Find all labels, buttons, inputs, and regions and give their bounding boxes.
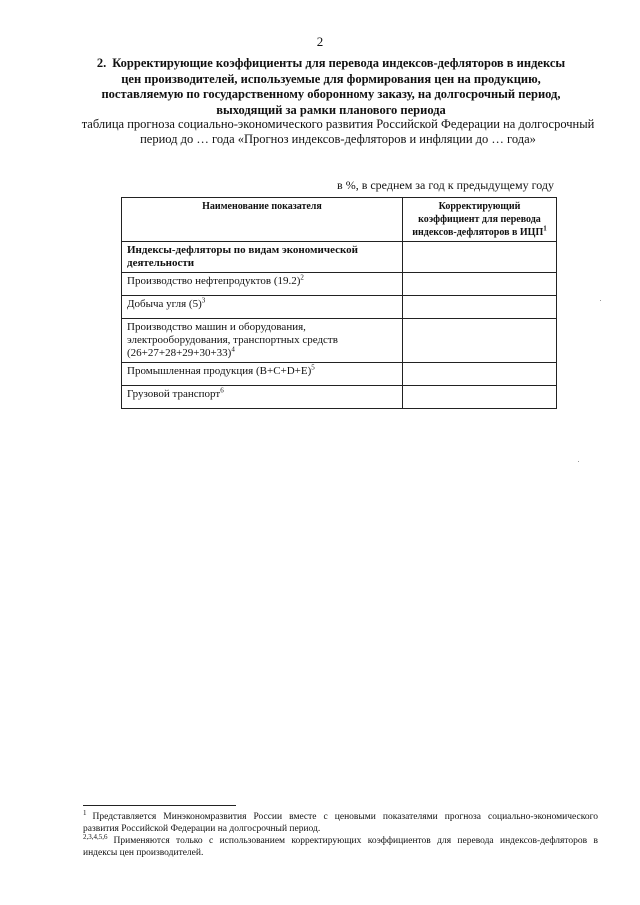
footnote-mark: 1 (83, 808, 87, 817)
row-label: Производство машин и оборудования, электрооборудования, транспортных средств $(26+27+28+29+30+33)^4$ (122, 319, 403, 363)
table-group-row (122, 242, 557, 273)
footnote-divider (83, 805, 236, 806)
footnote-text: Представляется Минэкономразвития России вместе с ценовыми показателями прогноза социально-экономического развития Российской Федерации на долгосрочный период. (83, 812, 598, 834)
row-value-cell (403, 273, 557, 296)
table-row (122, 319, 557, 363)
header-coefficient: Корректирующий коэффициент для перевода индексов-дефляторов в ИЦП$^1$ (403, 198, 557, 242)
table-row (122, 273, 557, 296)
row-label: Промышленная продукция $(B+C+D+E)^5$ (122, 363, 403, 386)
table-row (122, 296, 557, 319)
row-label: Производство нефтепродуктов $(19.2)^2$ (122, 273, 403, 296)
table-row (122, 363, 557, 386)
row-label: Добыча угля $(5)^3$ (122, 296, 403, 319)
group-value-cell (403, 242, 557, 273)
row-value-cell (403, 296, 557, 319)
scan-speck (600, 300, 601, 301)
page-number: 2 (316, 34, 324, 49)
footnote-2 (83, 832, 598, 859)
group-label: Индексы-дефляторы по видам экономической деятельности (122, 242, 403, 273)
row-value-cell (403, 363, 557, 386)
scan-speck (578, 461, 579, 462)
section-number: 2. (96, 56, 107, 70)
footnote-mark: 2,3,4,5,6 (83, 832, 108, 841)
section-subtitle: таблица прогноза социально-экономического развития Российской Федерации на долгосрочный период до … года «Прогноз индексов-дефляторов и инфляции до … года» (81, 117, 595, 146)
table-row (122, 386, 557, 409)
header-name: Наименование показателя (122, 198, 403, 242)
units-caption: в %, в среднем за год к предыдущему году (337, 178, 554, 192)
row-value-cell (403, 319, 557, 363)
indicators-table (121, 197, 557, 409)
footnote-1 (83, 808, 598, 835)
section-title: Корректирующие коэффициенты для перевода индексов-дефляторов в индексы цен производителей, используемые для формирования цен на продукцию, поставляемую по государственному оборонному заказу, на долгосрочный период, выходящий за рамки планового периода (101, 56, 566, 117)
header-footnote-mark: 1 (543, 224, 547, 233)
row-label: Грузовой транспорт$^6$ (122, 386, 403, 409)
footnote-text: Применяются только с использованием корректирующих коэффициентов для перевода индексов-дефляторов в индексы цен производителей. (83, 836, 598, 858)
section-heading (96, 56, 566, 118)
table-header-row (122, 198, 557, 242)
row-value-cell (403, 386, 557, 409)
footnotes (83, 808, 598, 860)
